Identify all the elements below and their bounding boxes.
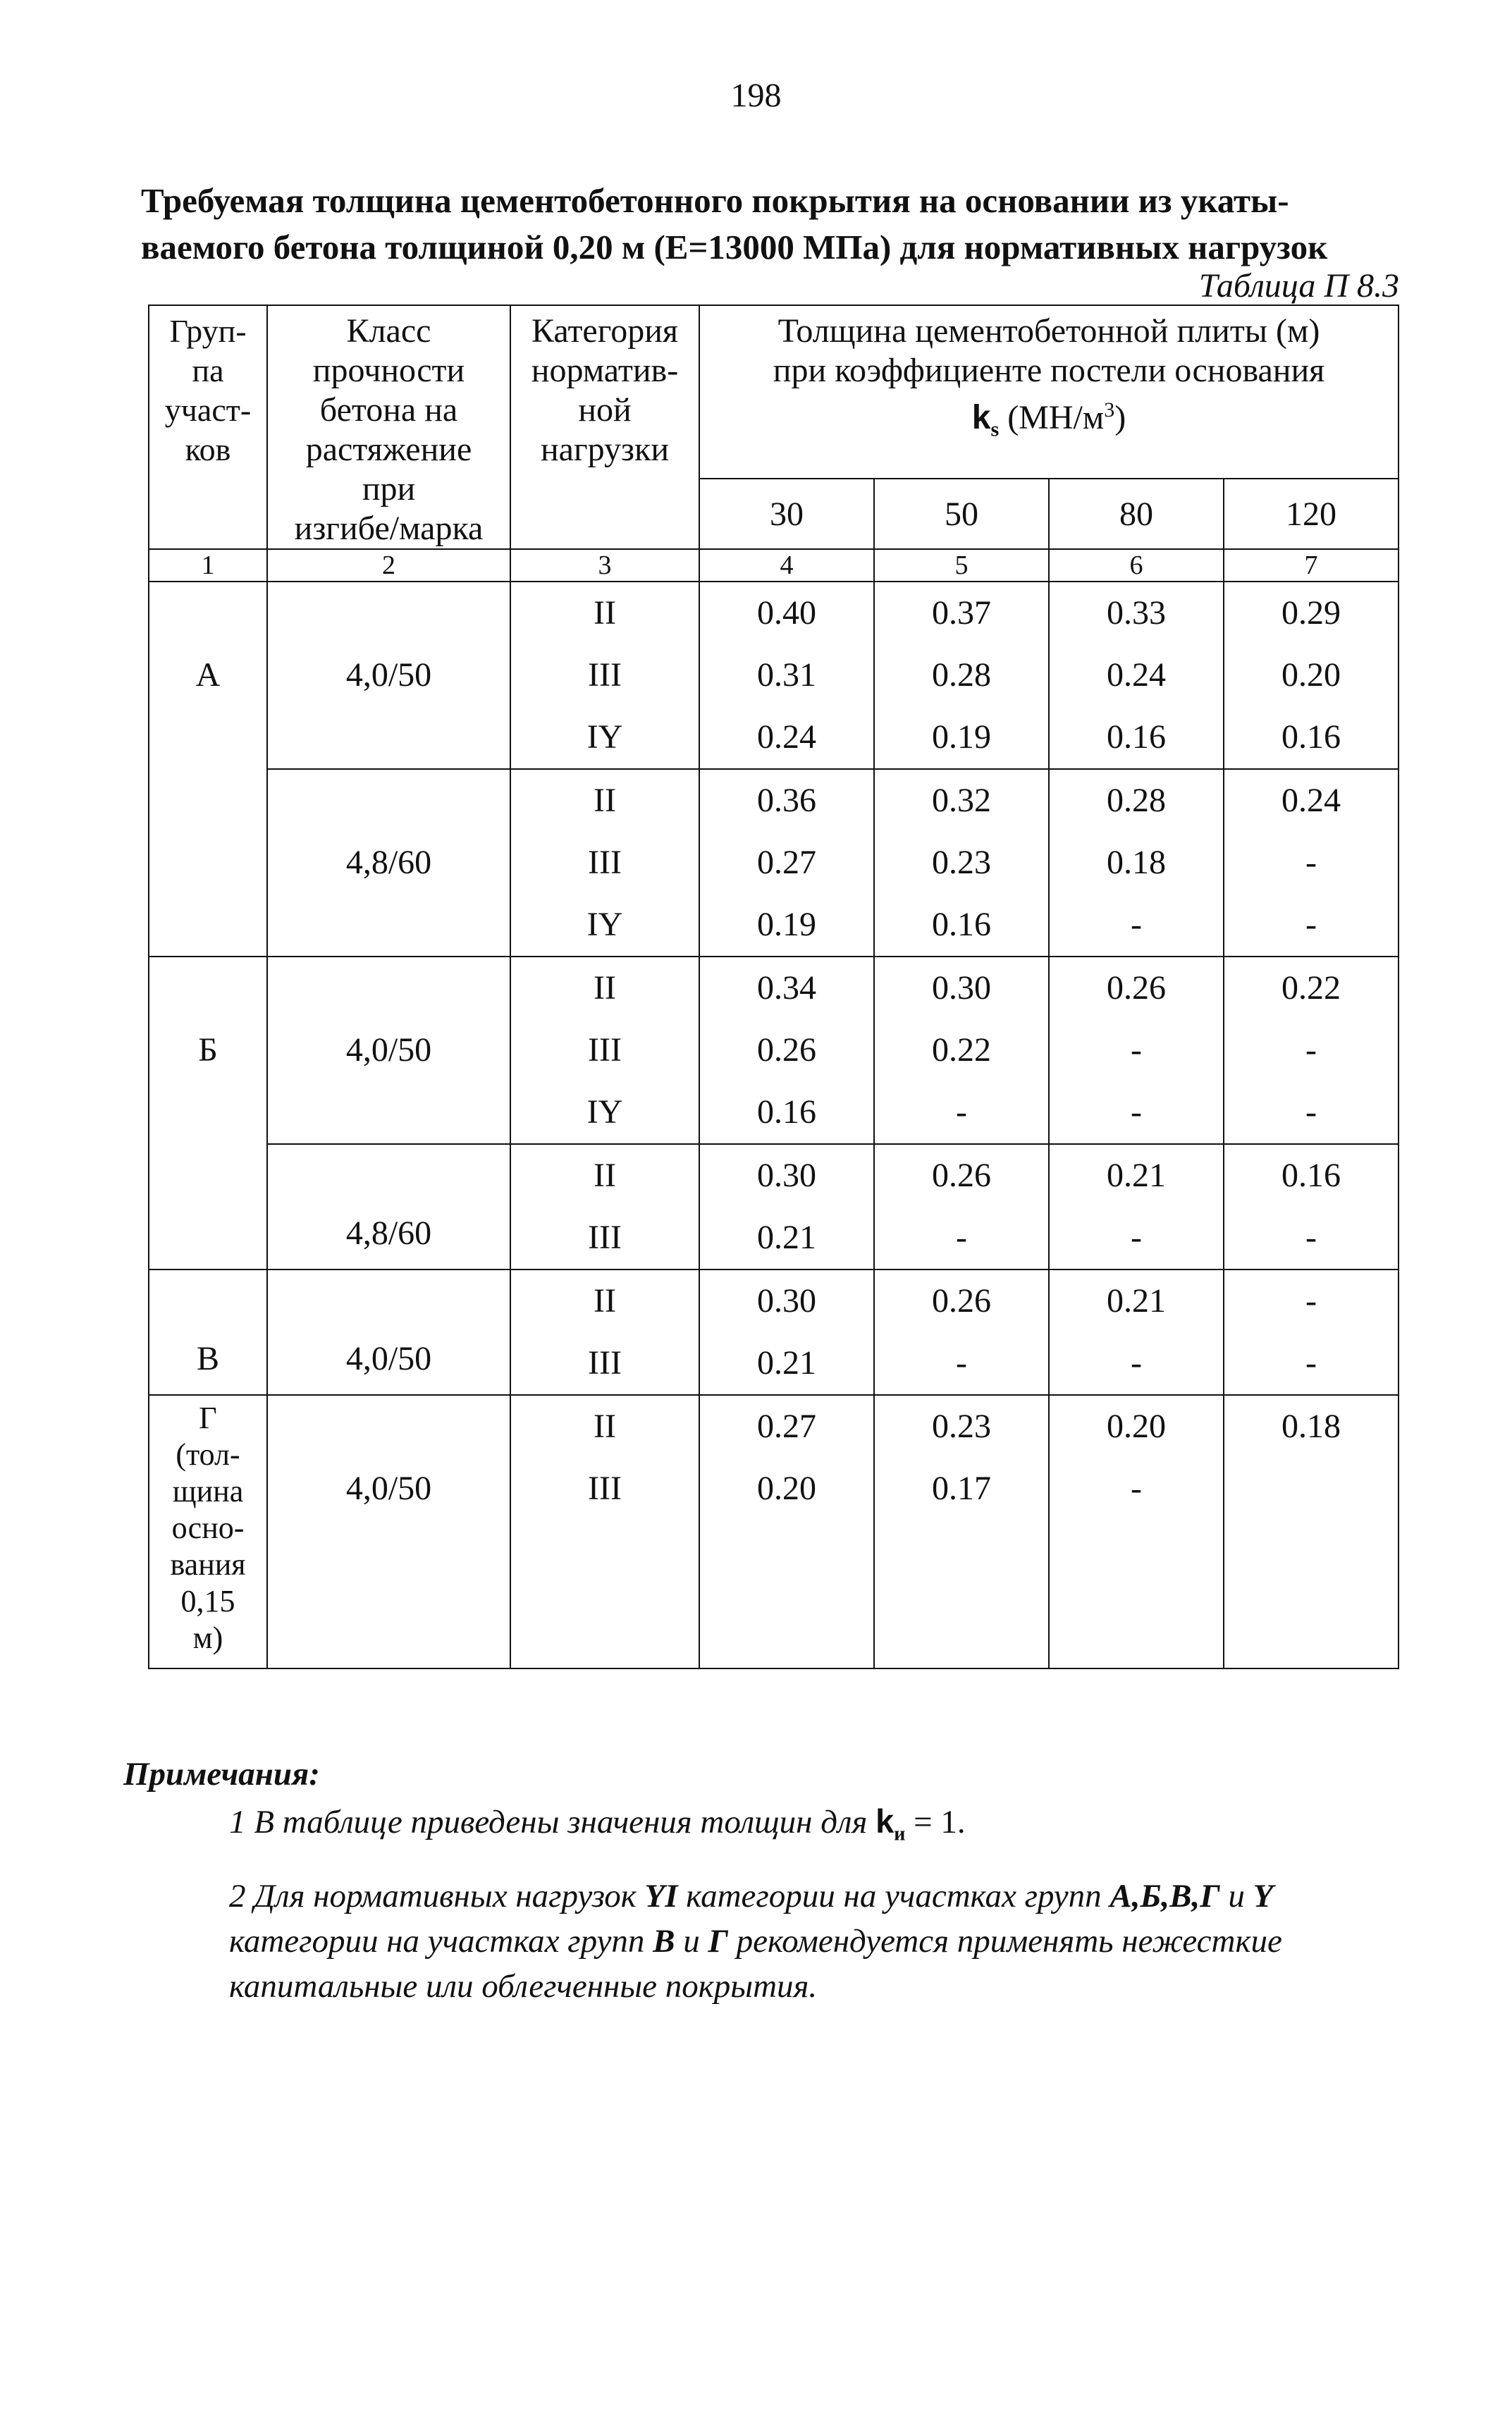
- value-cell: -: [1224, 1081, 1399, 1144]
- category-cell: III: [510, 832, 699, 894]
- notes: [123, 1755, 1392, 2009]
- header-thickness-line1: Толщина цементобетонной плиты (м): [777, 312, 1320, 350]
- table-title: [141, 178, 1396, 271]
- category-cell: II: [510, 1270, 699, 1332]
- header-thickness: [699, 305, 1399, 479]
- value-cell: 0.18: [1049, 832, 1224, 894]
- value-cell: -: [1049, 1332, 1224, 1395]
- value-cell: [699, 1520, 874, 1668]
- value-cell: 0.21: [1049, 1270, 1224, 1332]
- note-2-c: категории на участках групп: [677, 1878, 1110, 1915]
- value-cell: 0.26: [1049, 957, 1224, 1019]
- group-cell: А: [149, 582, 267, 957]
- value-cell: 0.20: [1224, 644, 1399, 706]
- class-cell: 4,8/60: [267, 769, 510, 957]
- value-cell: -: [1049, 1081, 1224, 1144]
- table-row: [149, 957, 1399, 1019]
- k-units-prefix: (МН/м: [1007, 399, 1105, 436]
- note-2-i: и: [675, 1923, 708, 1960]
- class-cell: 4,0/50: [267, 1395, 510, 1668]
- k-value: 120: [1224, 479, 1399, 549]
- note-2-k: рекомендуется применять нежесткие капитальные или облегченные покрытия.: [229, 1923, 1282, 2005]
- column-number: 7: [1224, 549, 1399, 582]
- header-thickness-line2: при коэффициенте постели основания: [773, 352, 1325, 389]
- page-number: 198: [730, 77, 782, 114]
- value-cell: 0.16: [1224, 1144, 1399, 1207]
- header-category: Категория норматив- ной нагрузки: [510, 305, 699, 549]
- category-cell: III: [510, 1458, 699, 1520]
- column-number: 6: [1049, 549, 1224, 582]
- value-cell: 0.27: [699, 1395, 874, 1458]
- note-2-f: Y: [1253, 1878, 1274, 1915]
- value-cell: 0.23: [874, 832, 1049, 894]
- category-cell: III: [510, 1019, 699, 1081]
- note-1: [229, 1799, 1392, 1857]
- value-cell: 0.30: [699, 1270, 874, 1332]
- note-2-j: Г: [708, 1923, 728, 1960]
- category-cell: IY: [510, 706, 699, 769]
- value-cell: 0.23: [874, 1395, 1049, 1458]
- category-cell: II: [510, 769, 699, 832]
- value-cell: -: [1049, 894, 1224, 957]
- header-class: Класс прочности бетона на растяжение при изгибе/марка: [267, 305, 510, 549]
- k-symbol: k: [971, 399, 991, 436]
- value-cell: 0.34: [699, 957, 874, 1019]
- value-cell: 0.29: [1224, 582, 1399, 644]
- column-number: 4: [699, 549, 874, 582]
- value-cell: 0.33: [1049, 582, 1224, 644]
- note-1-eq: = 1.: [914, 1804, 966, 1840]
- thickness-table: [148, 305, 1399, 1669]
- k-units-suffix: ): [1114, 399, 1126, 436]
- value-cell: 0.36: [699, 769, 874, 832]
- header-row: [149, 305, 1399, 479]
- k-value: 30: [699, 479, 874, 549]
- value-cell: 0.18: [1224, 1395, 1399, 1458]
- value-cell: -: [874, 1081, 1049, 1144]
- column-number: 3: [510, 549, 699, 582]
- value-cell: 0.24: [1049, 644, 1224, 706]
- note-2-h: В: [653, 1923, 675, 1960]
- title-line-1: Требуемая толщина цементобетонного покрытия на основании из укаты-: [141, 181, 1289, 220]
- class-cell: 4,0/50: [267, 1270, 510, 1395]
- value-cell: 0.31: [699, 644, 874, 706]
- category-cell: II: [510, 1144, 699, 1207]
- value-cell: [1224, 1458, 1399, 1520]
- note-1-k: k: [875, 1802, 895, 1840]
- class-cell: 4,0/50: [267, 582, 510, 769]
- value-cell: 0.30: [874, 957, 1049, 1019]
- value-cell: 0.37: [874, 582, 1049, 644]
- value-cell: 0.22: [1224, 957, 1399, 1019]
- value-cell: 0.21: [699, 1332, 874, 1395]
- k-value: 80: [1049, 479, 1224, 549]
- value-cell: [874, 1520, 1049, 1668]
- value-cell: 0.22: [874, 1019, 1049, 1081]
- category-cell: IY: [510, 894, 699, 957]
- value-cell: 0.30: [699, 1144, 874, 1207]
- value-cell: 0.26: [699, 1019, 874, 1081]
- category-cell: II: [510, 1395, 699, 1458]
- value-cell: [1224, 1520, 1399, 1668]
- value-cell: 0.16: [1049, 706, 1224, 769]
- value-cell: 0.19: [874, 706, 1049, 769]
- value-cell: 0.26: [874, 1144, 1049, 1207]
- header-group: Груп- па участ- ков: [149, 305, 267, 549]
- note-2-b: YI: [644, 1878, 678, 1915]
- title-line-2: ваемого бетона толщиной 0,20 м (Е=13000 МПа) для нормативных нагрузок: [141, 228, 1328, 266]
- value-cell: -: [1049, 1458, 1224, 1520]
- note-2-d: А,Б,В,Г: [1110, 1878, 1220, 1915]
- value-cell: 0.40: [699, 582, 874, 644]
- table-row: [149, 1395, 1399, 1458]
- note-2-e: и: [1219, 1878, 1253, 1915]
- value-cell: -: [1224, 894, 1399, 957]
- class-cell: 4,0/50: [267, 957, 510, 1144]
- value-cell: 0.32: [874, 769, 1049, 832]
- category-cell: II: [510, 582, 699, 644]
- group-cell: Б: [149, 957, 267, 1270]
- note-2-a: 2 Для нормативных нагрузок: [229, 1878, 645, 1915]
- category-cell: III: [510, 1332, 699, 1395]
- value-cell: -: [1224, 832, 1399, 894]
- column-number-row: [149, 549, 1399, 582]
- value-cell: -: [874, 1332, 1049, 1395]
- category-cell: II: [510, 957, 699, 1019]
- value-cell: 0.28: [874, 644, 1049, 706]
- value-cell: 0.16: [699, 1081, 874, 1144]
- value-cell: 0.21: [699, 1207, 874, 1270]
- k-value: 50: [874, 479, 1049, 549]
- value-cell: -: [1224, 1207, 1399, 1270]
- category-cell: III: [510, 644, 699, 706]
- value-cell: 0.19: [699, 894, 874, 957]
- table-row: [149, 1144, 1399, 1207]
- value-cell: 0.21: [1049, 1144, 1224, 1207]
- table-caption: Таблица П 8.3: [1198, 267, 1399, 305]
- value-cell: 0.24: [1224, 769, 1399, 832]
- column-number: 1: [149, 549, 267, 582]
- class-cell: 4,8/60: [267, 1144, 510, 1270]
- column-number: 2: [267, 549, 510, 582]
- value-cell: [1049, 1520, 1224, 1668]
- value-cell: 0.20: [699, 1458, 874, 1520]
- note-1-sub: и: [894, 1823, 906, 1845]
- value-cell: 0.20: [1049, 1395, 1224, 1458]
- value-cell: -: [1224, 1332, 1399, 1395]
- k-subscript: s: [990, 417, 1000, 441]
- category-cell: IY: [510, 1081, 699, 1144]
- value-cell: 0.16: [874, 894, 1049, 957]
- value-cell: 0.24: [699, 706, 874, 769]
- value-cell: -: [1224, 1270, 1399, 1332]
- value-cell: -: [1049, 1019, 1224, 1081]
- table-row: [149, 1270, 1399, 1332]
- value-cell: 0.26: [874, 1270, 1049, 1332]
- k-units-power: 3: [1104, 398, 1115, 422]
- category-cell: [510, 1520, 699, 1668]
- value-cell: 0.17: [874, 1458, 1049, 1520]
- note-2: [229, 1874, 1392, 2009]
- column-number: 5: [874, 549, 1049, 582]
- value-cell: -: [1049, 1207, 1224, 1270]
- note-2-g: категории на участках групп: [229, 1923, 653, 1960]
- note-1-text: 1 В таблице приведены значения толщин для: [229, 1804, 868, 1840]
- value-cell: 0.16: [1224, 706, 1399, 769]
- value-cell: -: [874, 1207, 1049, 1270]
- value-cell: -: [1224, 1019, 1399, 1081]
- category-cell: III: [510, 1207, 699, 1270]
- notes-title: Примечания:: [123, 1756, 320, 1793]
- group-cell: Г (тол- щина осно- вания 0,15 м): [149, 1395, 267, 1668]
- table-row: [149, 769, 1399, 832]
- group-cell: В: [149, 1270, 267, 1395]
- value-cell: 0.27: [699, 832, 874, 894]
- value-cell: 0.28: [1049, 769, 1224, 832]
- table-row: [149, 582, 1399, 644]
